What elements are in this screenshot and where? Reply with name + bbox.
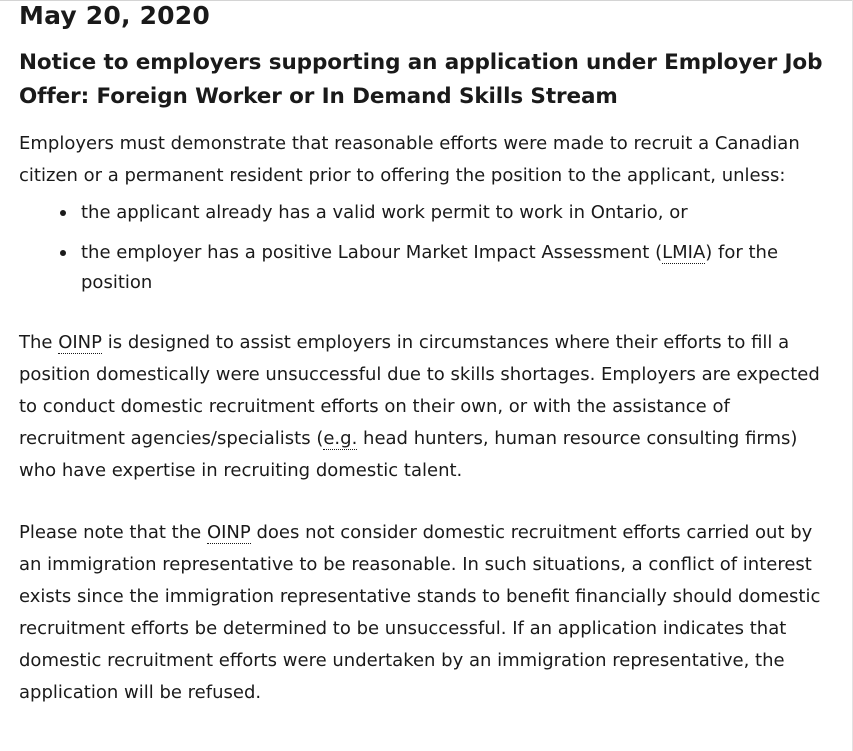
oinp-abbreviation[interactable]: OINP [58, 332, 102, 353]
list-item-text: the employer has a positive Labour Market Impact Assessment ( [81, 242, 663, 263]
paragraph-text: head hunters, human resource consulting firms) who have expertise in recruiting domestic talent. [19, 428, 798, 481]
oinp-abbreviation[interactable]: OINP [206, 522, 251, 543]
paragraph-text: is designed to assist employers in circumstances where their efforts to fill a position domestically were unsuccessful due to skills shortages. Employers are expected to conduct domestic recruitment efforts on their own, or with the assistance of recruitment agencies/specialists ( [19, 332, 820, 449]
eg-abbreviation[interactable]: e.g. [323, 428, 358, 449]
list-item-text: the applicant already has a valid work permit to work in Ontario, or [81, 202, 688, 223]
conditions-list [19, 198, 834, 298]
paragraph-text: Please note that the [19, 522, 207, 543]
notice-title: Notice to employers supporting an application under Employer Job Offer: Foreign Worker or In Demand Skills Stream [19, 50, 823, 109]
list-item-text: ) for the position [81, 242, 779, 293]
paragraph-text: The [19, 332, 59, 353]
oinp-purpose-paragraph [19, 327, 834, 487]
list-item [81, 238, 834, 298]
list-item [81, 198, 834, 228]
representative-note-paragraph [19, 517, 834, 709]
notice-content [19, 0, 834, 709]
lmia-abbreviation[interactable]: LMIA [662, 242, 706, 263]
paragraph-text: does not consider domestic recruitment efforts carried out by an immigration representative to be reasonable. In such situations, a conflict of interest exists since the immigration representative stands to benefit financially should domestic recruitment efforts be determined to be unsuccessful. If an application indicates that domestic recruitment efforts were undertaken by an immigration representative, the application will be refused. [19, 522, 821, 703]
intro-paragraph: Employers must demonstrate that reasonable efforts were made to recruit a Canadian citizen or a permanent resident prior to offering the position to the applicant, unless: [19, 133, 800, 186]
notice-date: May 20, 2020 [19, 1, 210, 30]
